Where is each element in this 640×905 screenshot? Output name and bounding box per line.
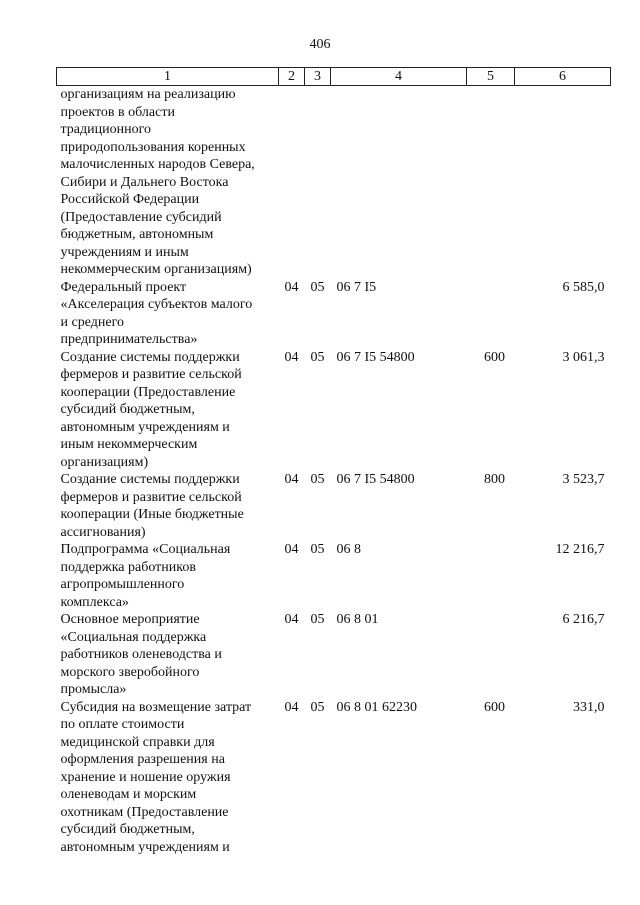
row-expense-type xyxy=(467,86,515,279)
row-amount: 3 061,3 xyxy=(562,349,605,365)
header-col-3: 3 xyxy=(305,68,331,86)
header-col-6: 6 xyxy=(515,68,611,86)
row-name: Основное мероприятие «Социальная поддержка работников оленеводства и морского зверобойного промысла» xyxy=(60,612,222,697)
table-row xyxy=(57,611,611,699)
row-expense-type: 600 xyxy=(484,349,505,365)
row-expense-type xyxy=(467,279,515,349)
table-row xyxy=(57,541,611,611)
row-target-code: 06 7 I5 54800 xyxy=(336,472,415,487)
page-number: 406 xyxy=(309,37,331,52)
row-amount: 6 216,7 xyxy=(562,612,605,627)
table-header xyxy=(57,68,611,86)
table-row xyxy=(57,86,611,279)
header-col-1: 1 xyxy=(57,68,279,86)
row-subsection: 05 xyxy=(310,349,325,365)
row-section: 04 xyxy=(284,279,299,295)
row-name: Федеральный проект «Акселерация субъектов малого и среднего предпринимательства» xyxy=(60,279,253,347)
header-col-2: 2 xyxy=(279,68,305,86)
row-section: 04 xyxy=(284,612,299,627)
row-subsection: 05 xyxy=(310,612,325,627)
row-target-code: 06 8 01 62230 xyxy=(336,699,417,715)
row-expense-type xyxy=(467,611,515,699)
header-col-5: 5 xyxy=(467,68,515,86)
row-name: Субсидия на возмещение затрат по оплате стоимости медицинской справки для оформления разрешения на хранение и ношение оружия оленеводам и морским охотникам (Предоставление субсидий бюджетным, автономным учреждениям и xyxy=(60,699,252,855)
row-name: Создание системы поддержки фермеров и развитие сельской кооперации (Предоставление субсидий бюджетным, автономным учреждениям и иным некоммерческим организациям) xyxy=(60,349,242,470)
row-section: 04 xyxy=(284,472,299,487)
row-target-code: 06 7 I5 xyxy=(336,279,377,295)
table-row xyxy=(57,471,611,541)
header-row xyxy=(57,68,611,86)
row-section: 04 xyxy=(284,542,299,557)
row-expense-type: 600 xyxy=(484,699,505,715)
table-body xyxy=(57,86,611,857)
row-amount: 12 216,7 xyxy=(555,542,605,557)
row-amount: 6 585,0 xyxy=(562,279,605,295)
row-target-code: 06 8 01 xyxy=(336,612,379,627)
header-col-4: 4 xyxy=(331,68,467,86)
row-subsection: 05 xyxy=(310,279,325,295)
budget-table xyxy=(56,67,611,856)
row-subsection: 05 xyxy=(310,472,325,487)
row-subsection xyxy=(305,86,331,279)
row-name: организациям на реализацию проектов в области традиционного природопользования коренных малочисленных народов Севера, Сибири и Дальнего Востока Российской Федерации (Предоставление субсидий бюджетным, автономным учреждениям и иным некоммерческим организациям) xyxy=(60,87,255,277)
row-subsection: 05 xyxy=(310,699,325,715)
row-subsection: 05 xyxy=(310,542,325,557)
table-row xyxy=(57,349,611,472)
row-section: 04 xyxy=(284,699,299,715)
row-target-code xyxy=(331,86,467,279)
row-amount: 331,0 xyxy=(573,699,605,715)
table-row xyxy=(57,699,611,857)
row-section: 04 xyxy=(284,349,299,365)
row-amount xyxy=(515,86,611,279)
row-name: Создание системы поддержки фермеров и развитие сельской кооперации (Иные бюджетные ассигнования) xyxy=(60,472,244,540)
row-expense-type xyxy=(467,541,515,611)
row-section xyxy=(279,86,305,279)
row-target-code: 06 8 xyxy=(336,542,361,557)
row-amount: 3 523,7 xyxy=(562,472,605,487)
row-target-code: 06 7 I5 54800 xyxy=(336,349,415,365)
table-row xyxy=(57,279,611,349)
row-expense-type: 800 xyxy=(484,472,505,487)
row-name: Подпрограмма «Социальная поддержка работников агропромышленного комплекса» xyxy=(60,542,231,610)
